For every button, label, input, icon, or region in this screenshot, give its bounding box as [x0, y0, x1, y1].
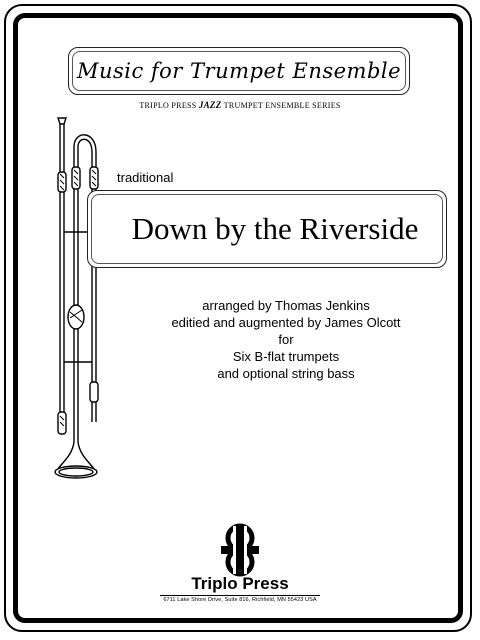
series-banner: [68, 47, 410, 95]
series-jazz: JAZZ: [198, 100, 222, 110]
publisher-divider: [160, 595, 320, 596]
editor-credit: editied and augmented by James Olcott: [171, 315, 401, 330]
arranger-credit: arranged by Thomas Jenkins: [202, 298, 370, 313]
series-title: Music for Trumpet Ensemble: [76, 59, 402, 83]
triplo-press-logo-icon: [215, 522, 265, 578]
for-line: for: [278, 332, 294, 347]
series-suffix: TRUMPET ENSEMBLE SERIES: [221, 101, 341, 110]
title-banner: [87, 190, 447, 268]
song-title: Down by the Riverside: [131, 211, 419, 246]
instrumentation-line: Six B-flat trumpets: [232, 349, 340, 364]
optional-instrument-line: and optional string bass: [217, 366, 355, 381]
series-prefix: TRIPLO PRESS: [139, 101, 199, 110]
series-subtitle: [0, 100, 480, 110]
composer-credit: traditional: [117, 170, 174, 185]
publisher-name: Triplo Press: [191, 574, 289, 593]
credits-block: [100, 297, 472, 382]
publisher-address: 6711 Lake Shore Drive, Suite 816, Richfield, MN 55423 USA: [163, 597, 317, 603]
